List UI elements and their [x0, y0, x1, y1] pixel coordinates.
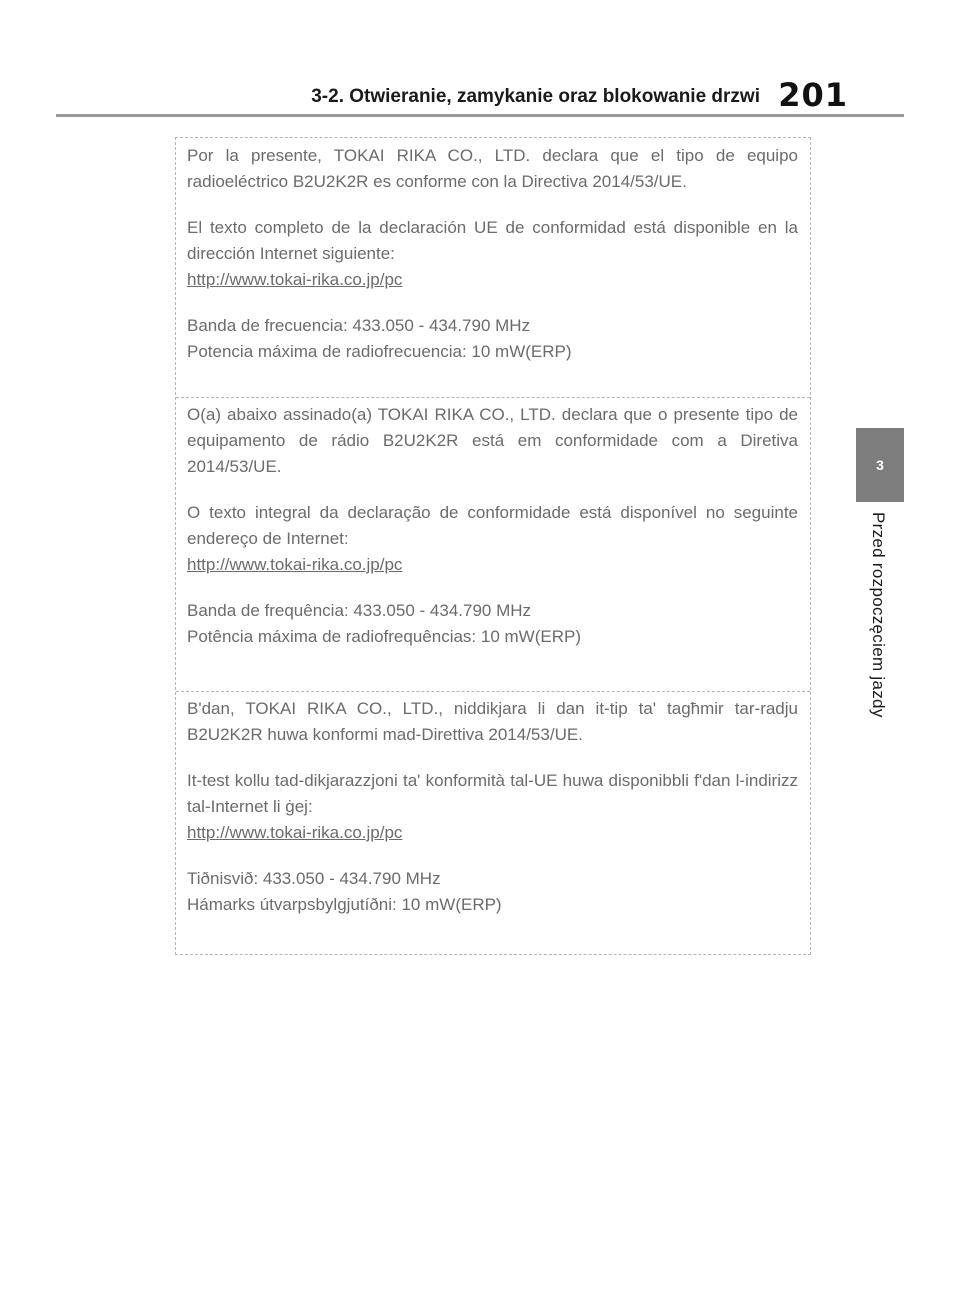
declaration-text: B'dan, TOKAI RIKA CO., LTD., niddikjara li dan it-tip ta' tagħmir tar-radju B2U2K2R huwa konformi mad-Direttiva 2014/53/UE. — [187, 699, 798, 744]
max-power: Hámarks útvarpsbylgjutíðni: 10 mW(ERP) — [187, 895, 502, 914]
declaration-section-pt — [176, 397, 810, 691]
section-title: 3-2. Otwieranie, zamykanie oraz blokowanie drzwi — [311, 86, 760, 107]
page-number: 201 — [778, 76, 848, 114]
max-power: Potencia máxima de radiofrecuencia: 10 mW(ERP) — [187, 342, 572, 361]
chapter-tab — [856, 428, 904, 502]
frequency-band: Banda de frequência: 433.050 - 434.790 MHz — [187, 601, 532, 620]
declaration-text: O(a) abaixo assinado(a) TOKAI RIKA CO., LTD. declara que o presente tipo de equipamento de rádio B2U2K2R está em conformidade com a Diretiva 2014/53/UE. — [187, 405, 798, 476]
full-text-note: O texto integral da declaração de conformidade está disponível no seguinte endereço de Internet: — [187, 503, 798, 548]
chapter-label: Przed rozpoczęciem jazdy — [869, 512, 888, 718]
max-power: Potência máxima de radiofrequências: 10 mW(ERP) — [187, 627, 581, 646]
frequency-band: Banda de frecuencia: 433.050 - 434.790 MHz — [187, 316, 531, 335]
declaration-box — [175, 137, 811, 955]
full-text-note: El texto completo de la declaración UE de conformidad está disponible en la dirección Internet siguiente: — [187, 218, 798, 263]
chapter-number: 3 — [876, 457, 884, 473]
declaration-url[interactable]: http://www.tokai-rika.co.jp/pc — [187, 823, 403, 842]
page-header — [56, 78, 902, 114]
declaration-section-mt — [176, 691, 810, 953]
header-divider — [56, 114, 904, 117]
declaration-text: Por la presente, TOKAI RIKA CO., LTD. declara que el tipo de equipo radioeléctrico B2U2K2R es conforme con la Directiva 2014/53/UE. — [187, 146, 798, 191]
declaration-url[interactable]: http://www.tokai-rika.co.jp/pc — [187, 555, 403, 574]
declaration-section-es — [176, 138, 810, 398]
frequency-band: Tiðnisvið: 433.050 - 434.790 MHz — [187, 869, 441, 888]
declaration-url[interactable]: http://www.tokai-rika.co.jp/pc — [187, 270, 403, 289]
full-text-note: It-test kollu tad-dikjarazzjoni ta' konformità tal-UE huwa disponibbli f'dan l-indirizz tal-Internet li ġej: — [187, 771, 798, 816]
